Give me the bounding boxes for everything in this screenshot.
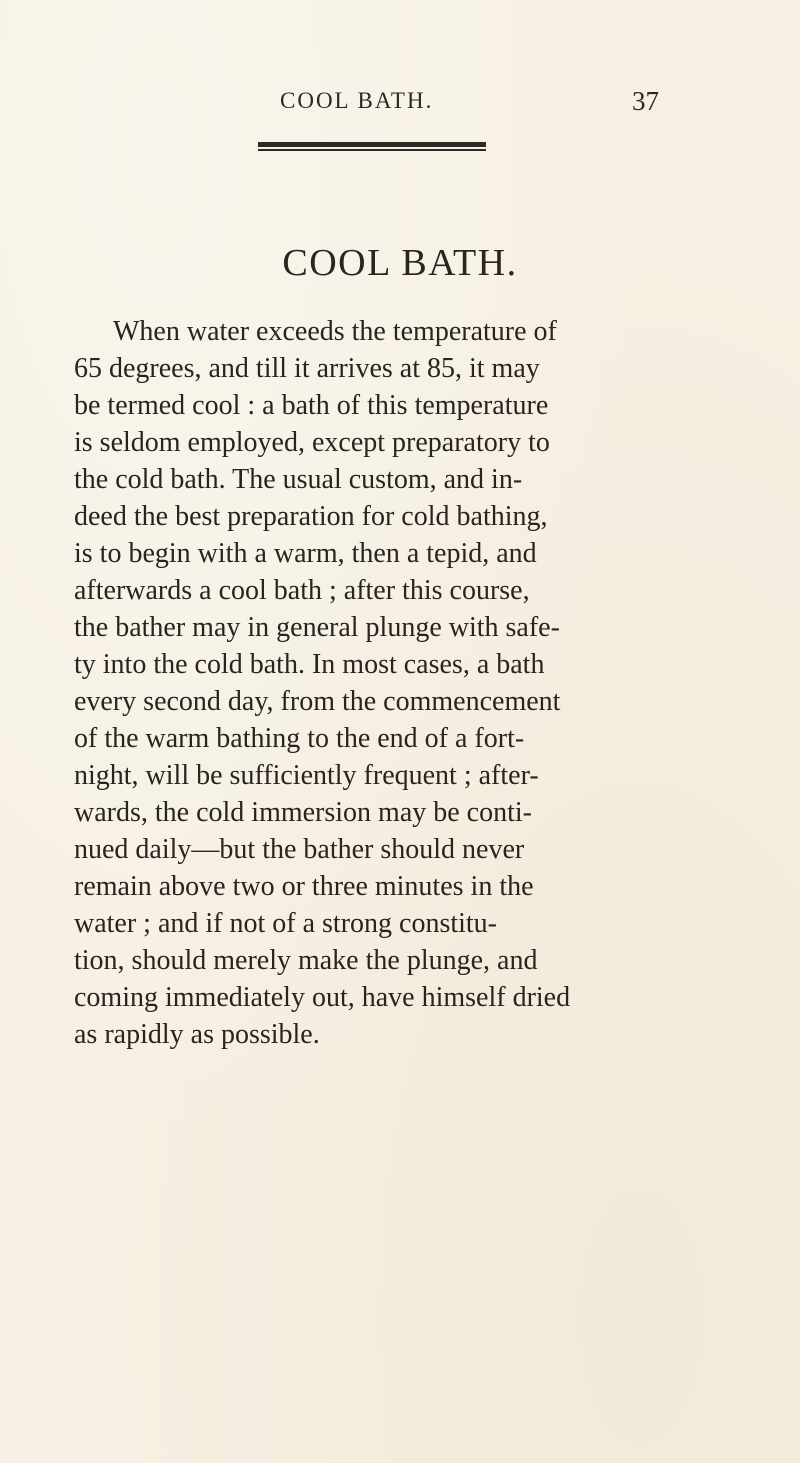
text-line: water ; and if not of a strong constitu- [74, 908, 498, 939]
text-line: of the warm bathing to the end of a fort- [74, 723, 525, 754]
text-line: deed the best preparation for cold bathing, [74, 501, 548, 532]
text-line: night, will be sufficiently frequent ; after- [74, 760, 539, 791]
text-line: nued daily—but the bather should never [74, 834, 525, 865]
section-heading: COOL BATH. [282, 242, 518, 284]
text-line: is to begin with a warm, then a tepid, and [74, 538, 537, 569]
double-rule-bottom [258, 149, 486, 151]
text-line: coming immediately out, have himself dried [74, 982, 571, 1013]
text-line: remain above two or three minutes in the [74, 871, 534, 902]
text-line: 65 degrees, and till it arrives at 85, it may [74, 353, 540, 384]
running-head [0, 88, 800, 128]
text-line: the bather may in general plunge with safe- [74, 612, 560, 643]
page-number: 37 [632, 86, 659, 116]
double-rule-top [258, 142, 486, 147]
text-line: is seldom employed, except preparatory to [74, 427, 550, 458]
text-line: wards, the cold immersion may be conti- [74, 797, 532, 828]
text-line: When water exceeds the temperature of [113, 316, 557, 347]
text-line: afterwards a cool bath ; after this course, [74, 575, 530, 606]
text-line: tion, should merely make the plunge, and [74, 945, 538, 976]
running-head-title: COOL BATH. [280, 88, 434, 113]
text-line: ty into the cold bath. In most cases, a bath [74, 649, 545, 680]
text-line: the cold bath. The usual custom, and in- [74, 464, 523, 495]
text-line: be termed cool : a bath of this temperature [74, 390, 549, 421]
text-line: as rapidly as possible. [74, 1019, 320, 1050]
text-line: every second day, from the commencement [74, 686, 561, 717]
